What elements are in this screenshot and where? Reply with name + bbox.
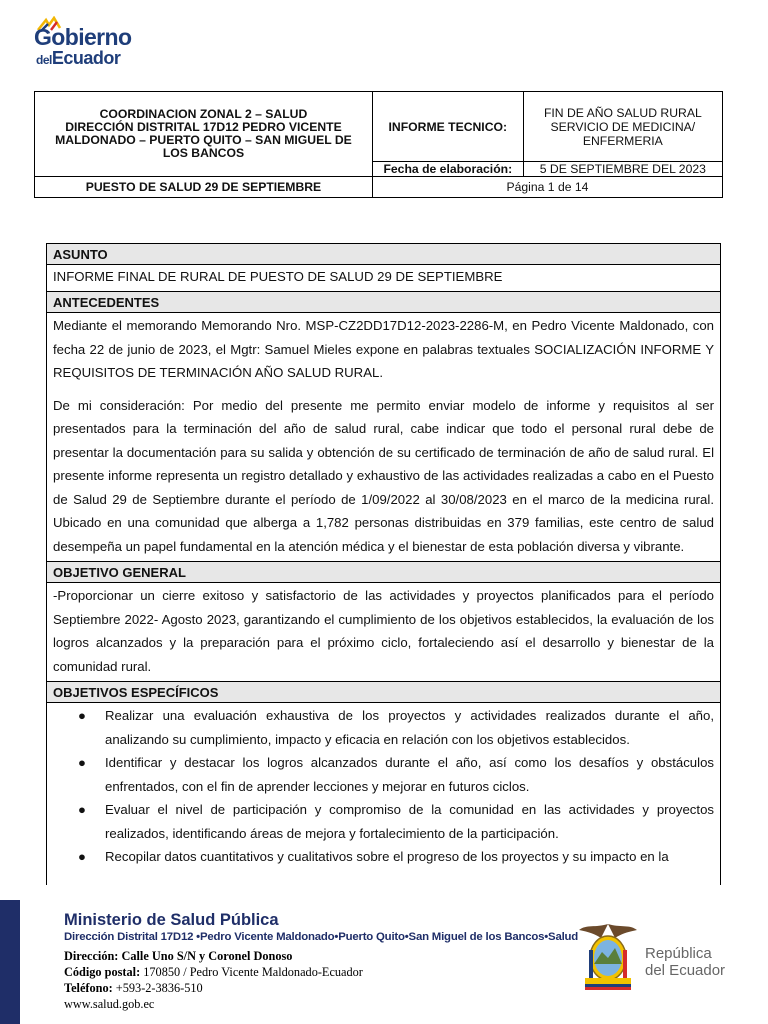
- section-text-asunto: INFORME FINAL DE RURAL DE PUESTO DE SALUD 29 DE SEPTIEMBRE: [47, 265, 720, 292]
- footer-postal-value: 170850 / Pedro Vicente Maldonado-Ecuador: [140, 965, 363, 979]
- footer-ministry-name: Ministerio de Salud Pública: [64, 911, 279, 929]
- bullet-icon: ●: [78, 802, 86, 817]
- date-label: Fecha de elaboración:: [372, 162, 523, 177]
- footer-contact-block: [64, 948, 363, 1012]
- footer-website: www.salud.gob.ec: [64, 997, 155, 1011]
- footer-accent-bar: [0, 900, 20, 1024]
- logo-text-gobierno: Gobierno: [34, 24, 132, 50]
- footer-postal-label: Código postal:: [64, 965, 141, 979]
- gobierno-ecuador-logo: [30, 14, 150, 70]
- coat-of-arms-icon: [575, 920, 641, 994]
- list-item: ● Identificar y destacar los logros alcanzados durante el año, así como los desafíos y obstáculos enfrentados, con el fin de aprender lecciones y mejorar en futuros ciclos.: [105, 751, 714, 798]
- section-body-antecedentes: [47, 313, 720, 562]
- footer-phone-label: Teléfono:: [64, 981, 113, 995]
- page-number: Página 1 de 14: [372, 177, 722, 198]
- list-item: ● Recopilar datos cuantitativos y cualitativos sobre el progreso de los proyectos y su impacto en la: [105, 845, 714, 869]
- report-type-label: INFORME TECNICO:: [372, 92, 523, 162]
- bullet-icon: ●: [78, 755, 86, 770]
- list-item: ● Realizar una evaluación exhaustiva de los proyectos y actividades realizados durante el año, analizando su cumplimiento, impacto y eficacia en relación con los objetivos establecidos.: [105, 704, 714, 751]
- list-item: ● Evaluar el nivel de participación y compromiso de la comunidad en las actividades y proyectos realizados, identificando áreas de mejora y fortalecimiento de la participación.: [105, 798, 714, 845]
- section-title-objetivo-general: OBJETIVO GENERAL: [47, 562, 720, 583]
- antecedentes-paragraph-2: De mi consideración: Por medio del presente me permito enviar modelo de informe y requisitos al ser presentados para la terminación del año de salud rural, cabe indicar que todo el personal rural debe de presentar la documentación para su salida y obtención de su certificado de terminación de año de salud rural. El presente informe representa un registro detallado y exhaustivo de las actividades realizadas a cabo en el Puesto de Salud 29 de Septiembre durante el período de 1/09/2022 al 30/08/2023 en el marco de la medicina rural. Ubicado en una comunidad que alberga a 1,782 personas distribuidas en 379 familias, este centro de salud desempeña un papel fundamental en la atención médica y el bienestar de esta población diversa y vibrante.: [53, 397, 714, 554]
- section-title-objetivos-especificos: OBJETIVOS ESPECÍFICOS: [47, 682, 720, 703]
- office-cell: COORDINACION ZONAL 2 – SALUD DIRECCIÓN DISTRITAL 17D12 PEDRO VICENTE MALDONADO – PUERTO QUITO – SAN MIGUEL DE LOS BANCOS: [35, 92, 373, 177]
- objectives-list: [53, 704, 714, 869]
- antecedentes-paragraph-1: Mediante el memorando Memorando Nro. MSP-CZ2DD17D12-2023-2286-M, en Pedro Vicente Maldonado, con fecha 22 de junio de 2023, el Mgtr: Samuel Mieles expone en palabras textuales SOCIALIZACIÓN INFORME Y REQUISITOS DE TERMINACIÓN AÑO SALUD RURAL.: [53, 318, 714, 380]
- unit-name: PUESTO DE SALUD 29 DE SEPTIEMBRE: [35, 177, 373, 198]
- report-title-cell: FIN DE AÑO SALUD RURAL SERVICIO DE MEDICINA/ ENFERMERIA: [523, 92, 722, 162]
- logo-text-ecuador: delEcuador: [36, 48, 121, 68]
- footer-phone-value: +593-2-3836-510: [112, 981, 203, 995]
- section-text-objetivo-general: -Proporcionar un cierre exitoso y satisfactorio de las actividades y proyectos planificados para el período Septiembre 2022- Agosto 2023, garantizando el cumplimiento de los objetivos establecidos, la evaluación de los logros alcanzados y la preparación para el próximo ciclo, fortaleciendo así el desarrollo y bienestar de la comunidad rural.: [47, 583, 720, 682]
- document-header-table: [34, 91, 723, 198]
- section-title-asunto: ASUNTO: [47, 244, 720, 265]
- report-body: [46, 243, 721, 885]
- section-title-antecedentes: ANTECEDENTES: [47, 292, 720, 313]
- bullet-icon: ●: [78, 708, 86, 723]
- date-value: 5 DE SEPTIEMBRE DEL 2023: [523, 162, 722, 177]
- footer-district-line: Dirección Distrital 17D12 •Pedro Vicente Maldonado•Puerto Quito•San Miguel de los Bancos•Salud: [64, 931, 579, 943]
- section-body-objetivos-especificos: [47, 703, 720, 872]
- footer-address: Dirección: Calle Uno S/N y Coronel Donoso: [64, 949, 293, 963]
- republica-ecuador-logo-text: República del Ecuador: [645, 945, 726, 979]
- bullet-icon: ●: [78, 849, 86, 864]
